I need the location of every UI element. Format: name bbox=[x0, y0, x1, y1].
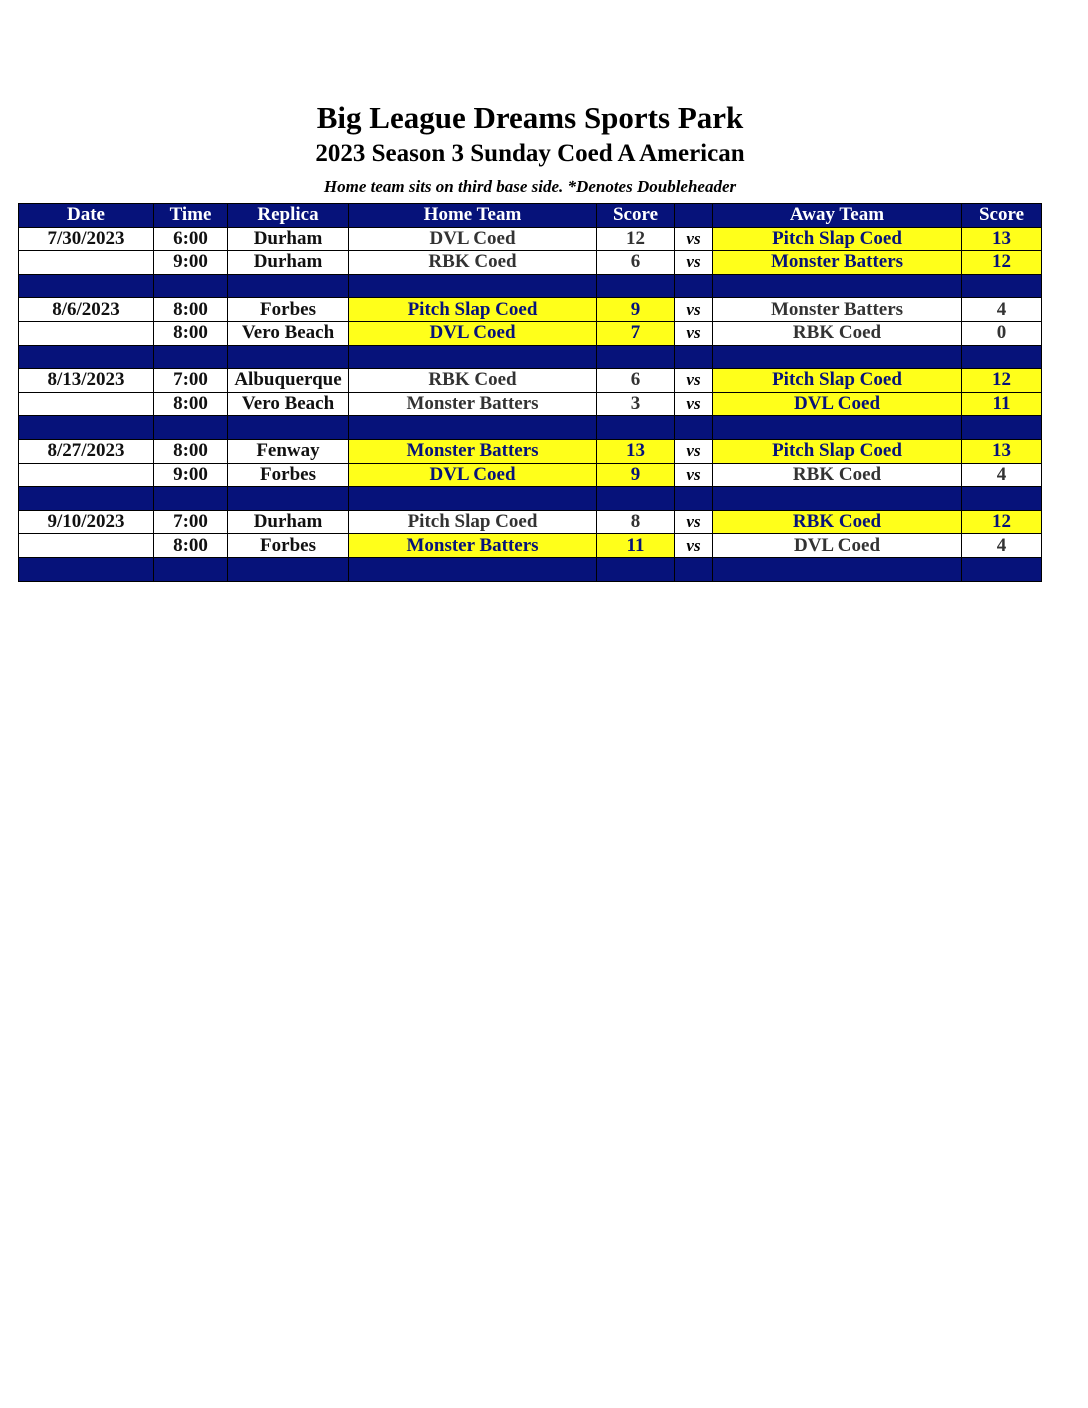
home-team-winner: DVL Coed bbox=[349, 463, 597, 487]
home-team: RBK Coed bbox=[349, 369, 597, 393]
vs-label: vs bbox=[675, 439, 713, 463]
game-date: 9/10/2023 bbox=[19, 510, 154, 534]
away-team-winner: Pitch Slap Coed bbox=[713, 369, 962, 393]
game-date bbox=[19, 463, 154, 487]
table-row bbox=[19, 227, 1042, 251]
game-date bbox=[19, 321, 154, 345]
game-replica: Forbes bbox=[228, 298, 349, 322]
game-time: 9:00 bbox=[154, 251, 228, 275]
away-score-tie: 13 bbox=[962, 439, 1042, 463]
page-title: Big League Dreams Sports Park bbox=[316, 100, 744, 135]
game-replica: Durham bbox=[228, 227, 349, 251]
game-replica: Forbes bbox=[228, 463, 349, 487]
vs-label: vs bbox=[675, 321, 713, 345]
table-row bbox=[19, 439, 1042, 463]
home-team-tie: Monster Batters bbox=[349, 439, 597, 463]
game-time: 6:00 bbox=[154, 227, 228, 251]
game-time: 7:00 bbox=[154, 510, 228, 534]
game-replica: Forbes bbox=[228, 534, 349, 558]
column-header-home-score: Score bbox=[597, 204, 675, 228]
game-replica: Vero Beach bbox=[228, 321, 349, 345]
column-header-away-score: Score bbox=[962, 204, 1042, 228]
away-team: RBK Coed bbox=[713, 321, 962, 345]
table-row bbox=[19, 392, 1042, 416]
home-score-winner: 11 bbox=[597, 534, 675, 558]
away-score-winner: 12 bbox=[962, 251, 1042, 275]
away-score-winner: 12 bbox=[962, 510, 1042, 534]
game-date: 8/6/2023 bbox=[19, 298, 154, 322]
game-date bbox=[19, 392, 154, 416]
game-date bbox=[19, 534, 154, 558]
column-header-vs bbox=[675, 204, 713, 228]
home-team-winner: Monster Batters bbox=[349, 534, 597, 558]
home-score: 8 bbox=[597, 510, 675, 534]
page-note: Home team sits on third base side. *Denotes Doubleheader bbox=[323, 177, 737, 196]
vs-label: vs bbox=[675, 298, 713, 322]
away-team-winner: Monster Batters bbox=[713, 251, 962, 275]
column-header-replica: Replica bbox=[228, 204, 349, 228]
week-separator-row bbox=[19, 345, 1042, 369]
away-score: 4 bbox=[962, 298, 1042, 322]
home-team: DVL Coed bbox=[349, 227, 597, 251]
away-score-winner: 13 bbox=[962, 227, 1042, 251]
home-score: 6 bbox=[597, 251, 675, 275]
away-team-winner: DVL Coed bbox=[713, 392, 962, 416]
week-separator-row bbox=[19, 487, 1042, 511]
game-replica: Fenway bbox=[228, 439, 349, 463]
table-row bbox=[19, 251, 1042, 275]
game-replica: Albuquerque bbox=[228, 369, 349, 393]
home-team: Monster Batters bbox=[349, 392, 597, 416]
home-team-winner: DVL Coed bbox=[349, 321, 597, 345]
away-team: Monster Batters bbox=[713, 298, 962, 322]
game-time: 7:00 bbox=[154, 369, 228, 393]
game-replica: Durham bbox=[228, 251, 349, 275]
home-score: 6 bbox=[597, 369, 675, 393]
away-team-winner: Pitch Slap Coed bbox=[713, 227, 962, 251]
column-header-away-team: Away Team bbox=[713, 204, 962, 228]
game-replica: Durham bbox=[228, 510, 349, 534]
column-header-home-team: Home Team bbox=[349, 204, 597, 228]
game-replica: Vero Beach bbox=[228, 392, 349, 416]
vs-label: vs bbox=[675, 392, 713, 416]
away-score-winner: 12 bbox=[962, 369, 1042, 393]
table-row bbox=[19, 369, 1042, 393]
home-score: 3 bbox=[597, 392, 675, 416]
vs-label: vs bbox=[675, 251, 713, 275]
away-score: 4 bbox=[962, 463, 1042, 487]
game-time: 8:00 bbox=[154, 439, 228, 463]
home-score: 12 bbox=[597, 227, 675, 251]
table-row bbox=[19, 321, 1042, 345]
column-header-time: Time bbox=[154, 204, 228, 228]
game-date bbox=[19, 251, 154, 275]
game-time: 8:00 bbox=[154, 321, 228, 345]
home-team-winner: Pitch Slap Coed bbox=[349, 298, 597, 322]
week-separator-row bbox=[19, 416, 1042, 440]
away-team-winner: RBK Coed bbox=[713, 510, 962, 534]
vs-label: vs bbox=[675, 510, 713, 534]
home-team: Pitch Slap Coed bbox=[349, 510, 597, 534]
game-time: 8:00 bbox=[154, 392, 228, 416]
game-time: 9:00 bbox=[154, 463, 228, 487]
vs-label: vs bbox=[675, 534, 713, 558]
home-score-winner: 7 bbox=[597, 321, 675, 345]
table-header-row bbox=[19, 204, 1042, 228]
away-team-tie: Pitch Slap Coed bbox=[713, 439, 962, 463]
away-score: 0 bbox=[962, 321, 1042, 345]
game-time: 8:00 bbox=[154, 298, 228, 322]
week-separator-row bbox=[19, 557, 1042, 581]
game-time: 8:00 bbox=[154, 534, 228, 558]
game-date: 8/27/2023 bbox=[19, 439, 154, 463]
away-team: DVL Coed bbox=[713, 534, 962, 558]
table-row bbox=[19, 463, 1042, 487]
away-score: 4 bbox=[962, 534, 1042, 558]
vs-label: vs bbox=[675, 463, 713, 487]
table-row bbox=[19, 534, 1042, 558]
column-header-date: Date bbox=[19, 204, 154, 228]
week-separator-row bbox=[19, 274, 1042, 298]
home-score-winner: 9 bbox=[597, 298, 675, 322]
vs-label: vs bbox=[675, 369, 713, 393]
home-score-winner: 9 bbox=[597, 463, 675, 487]
game-date: 7/30/2023 bbox=[19, 227, 154, 251]
vs-label: vs bbox=[675, 227, 713, 251]
home-team: RBK Coed bbox=[349, 251, 597, 275]
away-team: RBK Coed bbox=[713, 463, 962, 487]
page-subtitle: 2023 Season 3 Sunday Coed A American bbox=[315, 140, 745, 167]
schedule-table bbox=[18, 203, 1042, 582]
home-score-tie: 13 bbox=[597, 439, 675, 463]
table-row bbox=[19, 510, 1042, 534]
game-date: 8/13/2023 bbox=[19, 369, 154, 393]
table-row bbox=[19, 298, 1042, 322]
away-score-winner: 11 bbox=[962, 392, 1042, 416]
